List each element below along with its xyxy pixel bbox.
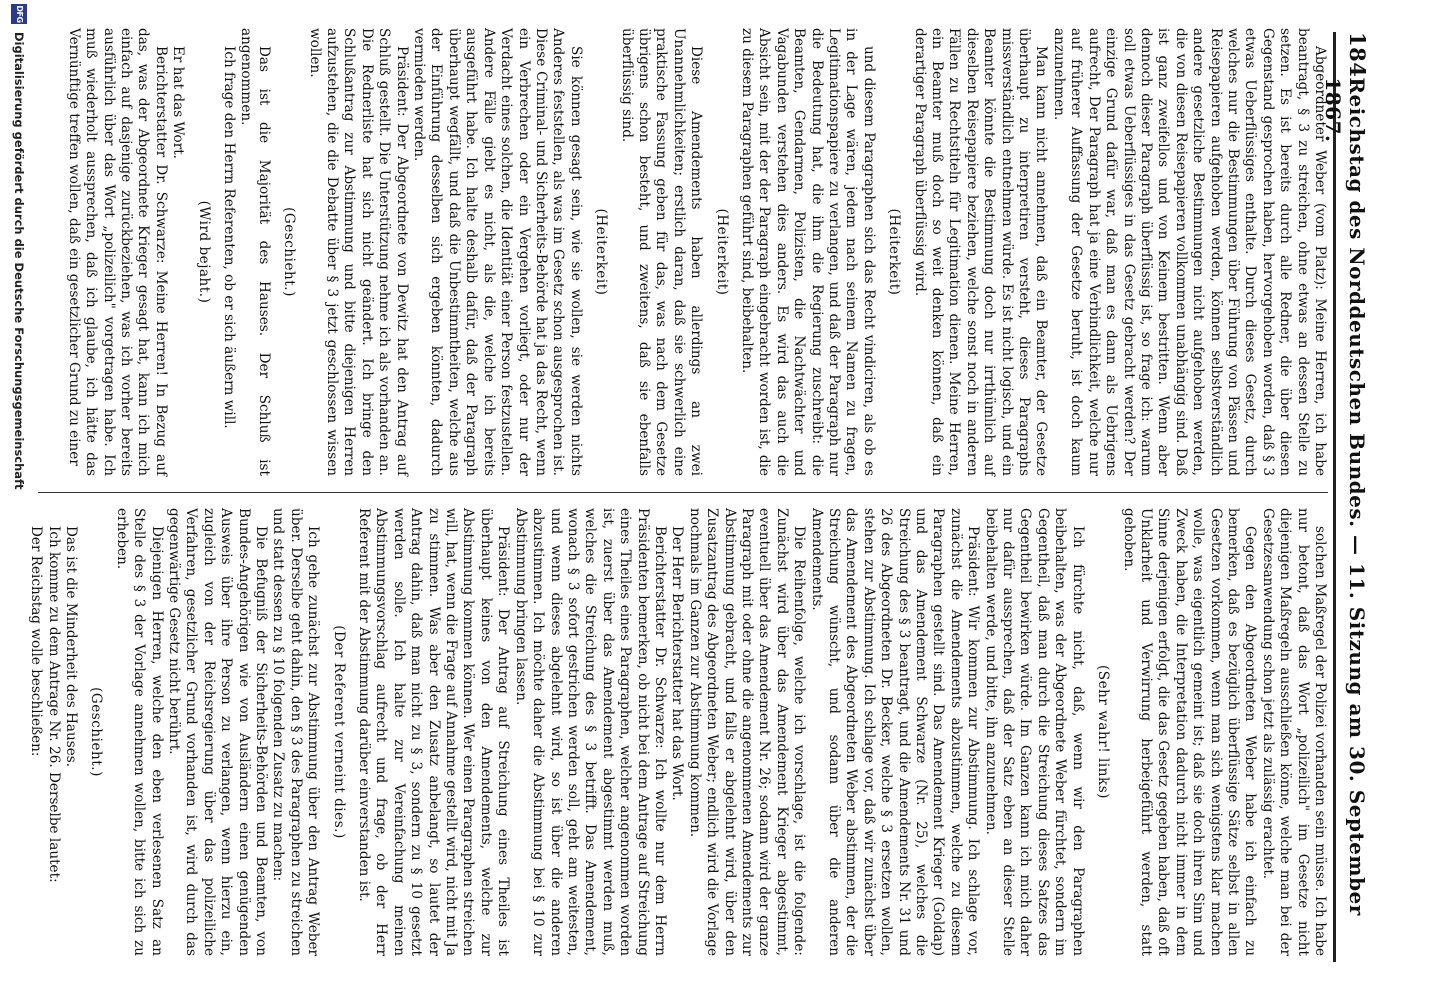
dfg-logo: DFG	[11, 4, 27, 24]
paragraph: Der Herr Berichterstatter hat das Wort.	[669, 526, 686, 801]
interjection: (Heiterkeit)	[886, 208, 903, 296]
paragraph: Berichterstatter Dr. Schwarze: Meine Herren! In Bezug auf das, was der Abgeordnete Krieger gesagt hat, kann ich mich einfach auf dasjenige zurückbeziehen, was ich vorher bereits ausführlich über das Wort „polizeilich" vorgetragen habe. Ich muß wiederholt aussprechen, daß ich glaube, ich hätte das Vernünftige treffen wollen, daß ein gesetzlicher Grund zu einer	[65, 28, 169, 476]
paragraph: Diejenigen Herren, welche den eben verlesenen Satz an Stelle des § 3 der Vorlage annehmen wollen, bitte ich sich zu erheben.	[113, 508, 165, 956]
paragraph: Berichterstatter Dr. Schwarze: Ich wollte nur dem Herrn Präsidenten bemerken, ob nicht bei dem Antrage auf Streichung eines Theiles eines Paragraphen, welcher angenommen worden ist, zuerst über das Amendement abgestimmt werden muß, welches die Streichung des § 3 betrifft. Das Amendement, wonach § 3 sofort gestrichen werden soll, geht am weitesten, und wenn dieses abgelehnt wird, so ist über die anderen abzustimmen. Ich möchte daher die Abstimmung bei § 10 zur Abstimmung bringen lassen.	[512, 508, 668, 956]
paragraph: Diese Amendements haben allerdings an zwei Unannehmlichkeiten; erstlich daran, daß sie schwerlich eine praktische Fassung geben für das, was nach dem Gesetze übrigens schon besteht, und zweitens, daß sie ebenfalls überflüssig sind.	[618, 28, 705, 476]
paragraph: Präsident: Wir kommen zur Abstimmung. Ich schlage vor, zunächst die Amendements abzustimmen, welche zu diesem Paragraphen gestellt sind. Das Amendement Krieger (Goldap) und das Amendement Schwarze (Nr. 25), welches die Streichung des § 3 beantragt, und die Amendements Nr. 31 und 26 des Abgeordneten Dr. Becker, welche § 3 ersetzen wollen, stehen zur Abstimmung. Ich schlage vor, daß wir zunächst über das Amendement des Abgeordneten Weber abstimmen, der die Streichung wünscht, und sodann über die anderen Amendements.	[808, 508, 982, 956]
paragraph: Die Reihenfolge, welche ich vorschlage, ist die folgende: Zunächst wird über das Amendement Krieger abgestimmt, eventuell über das Amendement Nr. 26; sodann wird der ganze Paragraph mit oder ohne die angenommenen Amendements zur Abstimmung gebracht, und falls er abgelehnt wird, über den Zusatzantrag des Abgeordneten Weber; endlich wird die Vorlage nochmals im Ganzen zur Abstimmung kommen.	[686, 508, 808, 956]
paragraph: Das ist die Minderheit des Hauses.	[62, 526, 79, 768]
paragraph: Man kann nicht annehmen, daß ein Beamter, der Gesetze überhaupt zu interpretiren versteht, dieses Paragraphs missverständlich entnehmen würde. Es ist nicht logisch, und ein Beamter könnte die Bestimmung doch nur irrthümlich auf dieselben Reisepapiere beziehen, welche sonst noch in anderen Fällen zu Rechtstiteln für Legitimation dienen. Meine Herren, ein Beamter muß doch so weit denken können, daß ein derartiger Paragraph überflüssig wird.	[911, 28, 1050, 476]
paragraph: Der Reichstag wolle beschließen:	[28, 526, 45, 757]
page-number: 184	[1345, 32, 1370, 78]
paragraph: Die Befugniß der Sicherheits-Behörden und Beamten, von Bundes-Angehörigen wie von Ausländern einen genügenden Ausweis über ihre Person zu verlangen, wenn hierzu ein, zugleich von der Reichsregierung über das polizeiliche Verfahren, gesetzlicher Grund vorhanden ist, wird durch das gegenwärtige Gesetz nicht berührt.	[166, 508, 270, 956]
paragraph: Abgeordneter Weber (vom Platz): Meine Herren, ich habe beantragt, § 3 zu streichen, ohne etwas an dessen Stelle zu setzen. Es ist bereits durch alle Redner, die über diesen Gegenstand gesprochen haben, hervorgehoben worden, daß § 3 etwas Ueberflüssiges enthalte. Durch dieses Gesetz, durch welches nur die Bestimmungen über Führung von Pässen und Reisepapieren aufgehoben werden, können selbstverständlich andere gesetzliche Bestimmungen nicht aufgehoben werden, die von diesen Reisepapieren vollkommen unabhängig sind. Daß ist ganz zweifellos und von Keinem bestritten. Wenn aber dennoch dieser Paragraph überflüssig ist, so frage ich: warum soll etwas Ueberflüssiges in das Gesetz gebracht werden? Der einzige Grund dafür war, daß man es dann als Uebrigens aufrecht, Der Paragraph hat ja eine Verbindlichkeit, welche nur auf früherer Auffassung der Gesetze beruht, ist doch kaum anzunehmen.	[1050, 28, 1328, 476]
paragraph: solchen Maßregel der Polizei vorhanden sein müsse. Ich habe nur betont, daß das Wort „polizeilich" im Gesetze nicht diejenigen Maßregeln ausschließen könne, welche man bei der Gesetzesanwendung schon jetzt als zulässig erachtet.	[1259, 508, 1328, 956]
running-header	[1321, 32, 1370, 962]
interjection: (Wird bejaht.)	[195, 200, 212, 304]
running-title: Reichstag des Norddeutschen Bundes. — 11. Sitzung am 30. September 1867.	[1321, 77, 1369, 916]
paragraph: Sie können gesagt sein, wie sie wollen, sie werden nichts Anderes feststellen, als was im Gesetz schon ausgesprochen ist. Diese Criminal- und Sicherheits-Behörde hat ja das Recht, wenn ein Verbrechen oder ein Vergehen vorliegt, oder nur der Verdacht eines solchen, die Identität einer Person festzustellen. Andere Fälle giebt es nicht, als die, welche ich bereits ausgeführt habe. Ich halte deshalb dafür, daß der Paragraph überhaupt wegfällt, und daß die Unbestimmtheiten, welche aus der Einführung desselben sich ergeben könnten, dadurch vermieden werden.	[411, 28, 584, 476]
digitization-credit: Digitalisierung gefördert durch die Deutsche Forschungsgemeinschaft	[12, 32, 26, 490]
interjection: (Sehr wahr! links)	[1095, 665, 1112, 799]
interjection: (Geschieht.)	[88, 687, 105, 777]
interjection: (Heiterkeit)	[713, 208, 730, 296]
paragraph: Das ist die Majorität des Hauses. Der Schluß ist angenommen.	[238, 28, 272, 476]
paragraph: Er hat das Wort.	[170, 46, 187, 160]
paragraph: und diesem Paragraphen sich das Recht vindiciren, als ob es in der Lage wären, jedem nach seinem Namen zu fragen, Legitimationspapiere zu verlangen, und daß der Paragraph nur die Bedeutung hat, die ihm die Regierung zuschreibt: die Beamten, Gendarmen, Polizisten, die Nachtwächter und Vagabunden verstehen dies anders. Es wird das auch die Absicht sein, mit der der Paragraph eingebracht worden ist, die zu diesem Paragraphen geführt sind, beibehalten.	[739, 28, 877, 476]
right-column	[27, 508, 1328, 956]
left-column	[64, 28, 1328, 476]
paragraph: Präsident: Der Antrag auf Streichung eines Theiles ist überhaupt keines von den Amendements, welche zur Abstimmung kommen können. Wer einen Paragraphen streichen will, hat, wenn die Frage auf Annahme gestellt wird, nicht mit Ja zu stimmen. Was aber den Zusatz anbelangt, so lautet der Antrag dahin, daß man nicht zu § 3, sondern zu § 10 gesetzt werden solle. Ich halte zur Vereinfachung meinen Abstimmungsvorschlag aufrecht und frage, ob der Herr Referent mit der Abstimmung darüber einverstanden ist.	[356, 508, 512, 956]
paragraph: Präsident: Der Abgeordnete von Dewitz hat den Antrag auf Schluß gestellt. Die Unterstützung nehme ich als vorhanden an. Die Rednerliste hat sich nicht geändert. Ich bringe den Schlußantrag zur Abstimmung und bitte diejenigen Herren aufzustehen, die die Debatte über § 3 jetzt geschlossen wissen wollen.	[306, 28, 410, 476]
paragraph: Ich frage den Herrn Referenten, ob er sich äußern will.	[221, 46, 238, 429]
interjection: (Der Referent verneint dies.)	[330, 625, 347, 839]
column-divider	[38, 492, 1328, 493]
paragraph: Ich komme zu dem Antrage Nr. 26. Derselbe lautet:	[45, 526, 62, 883]
interjection: (Heiterkeit)	[593, 208, 610, 296]
paragraph: Ich gehe zunächst zur Abstimmung über den Antrag Weber über. Derselbe geht dahin, den § 3 des Paragraphen zu streichen und statt dessen zu § 10 folgenden Zusatz zu machen:	[270, 508, 322, 956]
paragraph: Ich fürchte nicht, daß, wenn wir den Paragraphen beibehalten, was der Abgeordnete Weber fürchtet, sondern im Gegentheil, daß man durch die Streichung dieses Satzes das Gegentheil bewirken würde. Im Ganzen kann ich mich daher nur dafür aussprechen, daß der Satz eben an dieser Stelle beibehalten werde, und bitte, ihn anzunehmen.	[982, 508, 1086, 956]
paragraph: Gegen den Abgeordneten Weber habe ich einfach zu bemerken, daß es bezüglich überflüssige Sätze selbst in allen Gesetzen vorkommen, wenn man sich wenigstens klar machen wolle, was eigentlich gemeint ist; daß sie doch ihren Sinn und Zweck haben, die Interpretation dadurch nicht immer in dem Sinne derjenigen erfolgt, die das Gesetz gegeben haben, daß oft Unklarheit und Verwirrung herbeigeführt werden, statt gehoben.	[1120, 508, 1259, 956]
digitization-footer	[4, 0, 34, 1000]
interjection: (Geschieht.)	[281, 207, 298, 297]
